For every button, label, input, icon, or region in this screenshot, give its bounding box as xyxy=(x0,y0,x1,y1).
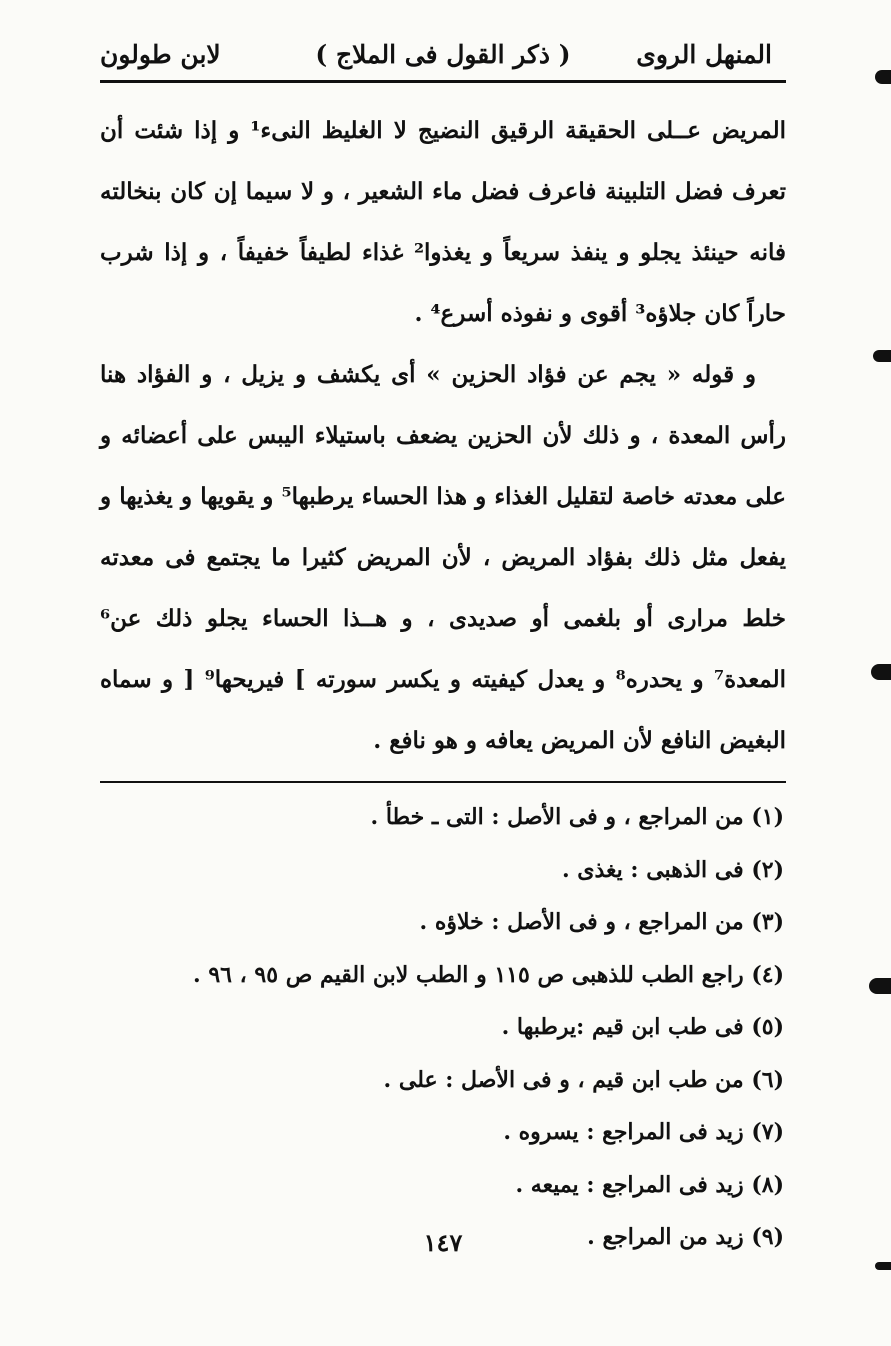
paragraph-1: المريض عــلى الحقيقة الرقيق النضيج لا الغليظ النىء¹ و إذا شئت أن تعرف فضل التلبينة فاعرف فضل ماء الشعير ، و لا سيما إن كان بنخالته فانه حينئذ يجلو و ينفذ سريعاً و يغذوا² غذاء لطيفاً خفيفاً ، و إذا شرب حاراً كان جلاؤه³ أقوى و نفوذه أسرع⁴ . xyxy=(100,117,786,327)
chapter-title: ( ذكر القول فى الملاج ) xyxy=(315,40,571,69)
footnote-rule xyxy=(100,781,786,783)
footnote-6: (٦) من طب ابن قيم ، و فى الأصل : على . xyxy=(383,1066,784,1093)
footnote-4: (٤) راجع الطب للذهبى ص ١١٥ و الطب لابن القيم ص ٩٥ ، ٩٦ . xyxy=(193,961,784,988)
footnote-8: (٨) زيد فى المراجع : يميعه . xyxy=(515,1171,784,1198)
scan-edge-mark xyxy=(875,1262,891,1270)
paragraph-2: و قوله « يجم عن فؤاد الحزين » أى يكشف و يزيل ، و الفؤاد هنا رأس المعدة ، و ذلك لأن الحزين يضعف باستيلاء اليبس على أعضائه و على معدته خاصة لتقليل الغذاء و هذا الحساء يرطبها⁵ و يقويها و يغذيها و يفعل مثل ذلك بفؤاد المريض ، لأن المريض كثيرا ما يجتمع فى معدته خلط مرارى أو بلغمى أو صديدى ، و هــذا الحساء يجلو ذلك عن⁶ المعدة⁷ و يحدره⁸ و يعدل كيفيته و يكسر سورته ] فيريحها⁹ [ و سماه البغيض النافع لأن المريض يعافه و هو نافع . xyxy=(100,361,787,754)
author-name: لابن طولون xyxy=(100,40,221,69)
footnote-9: (٩) زيد من المراجع . xyxy=(587,1224,784,1250)
footnote-2: (٢) فى الذهبى : يغذى . xyxy=(561,856,784,883)
footnote-1: (١) من المراجع ، و فى الأصل : التى ـ خطأ . xyxy=(370,804,784,830)
scan-edge-mark xyxy=(875,70,891,84)
scan-edge-mark xyxy=(869,978,891,994)
scan-edge-mark xyxy=(873,350,891,362)
header-rule xyxy=(100,80,786,83)
footnotes-list xyxy=(100,791,786,1264)
scan-edge-mark xyxy=(871,664,891,680)
book-title: المنهل الروى xyxy=(636,40,772,69)
main-text xyxy=(100,100,786,771)
running-header xyxy=(100,30,786,86)
footnote-3: (٣) من المراجع ، و فى الأصل : خلاؤه . xyxy=(419,909,784,935)
footnote-7: (٧) زيد فى المراجع : يسروه . xyxy=(503,1119,784,1145)
document-page xyxy=(100,30,786,1310)
footnote-5: (٥) فى طب ابن قيم :يرطبها . xyxy=(501,1014,784,1040)
page-number: ١٤٧ xyxy=(423,1228,463,1257)
